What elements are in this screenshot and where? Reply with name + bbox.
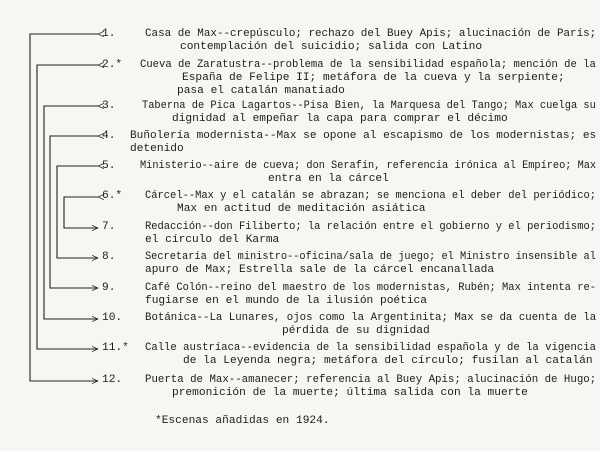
scene-text-line: Puerta de Max--amanecer; referencia al Buey Apis; alucinación de Hugo;: [145, 374, 597, 386]
scene-text-line: Casa de Max--crepúsculo; rechazo del Buey Apis; alucinación de París;: [145, 28, 597, 40]
scene-text-line: Cárcel--Max y el catalán se abrazan; se menciona el deber del periódico;: [145, 190, 597, 202]
scene-number: 2.*: [102, 59, 123, 71]
scene-text-line: premonición de la muerte; última salida con la muerte: [172, 387, 528, 399]
scene-text-line: España de Felipe II; metáfora de la cueva y la serpiente;: [182, 72, 565, 84]
scene-text-line: dignidad al empeñar la capa para comprar el décimo: [172, 113, 508, 125]
scene-number: 10.: [102, 312, 123, 324]
scene-number: 9.: [102, 282, 116, 294]
scene-text-line: Redacción--don Filiberto; la relación entre el gobierno y el periodismo;: [145, 221, 597, 233]
scene-text-line: Cueva de Zaratustra--problema de la sensibilidad española; mención de la: [140, 59, 596, 71]
bracket-5-8: [57, 166, 98, 258]
scene-text-line: contemplación del suicidio; salida con Latino: [180, 41, 483, 53]
footnote: *Escenas añadidas en 1924.: [155, 415, 330, 427]
scene-text-line: Taberna de Pica Lagartos--Pisa Bien, la Marquesa del Tango; Max cuelga su: [142, 100, 596, 112]
scene-number: 5.: [102, 160, 116, 172]
scene-text-line: apuro de Max; Estrella sale de la cárcel encanallada: [145, 264, 495, 276]
scene-text-line: Ministerio--aire de cueva; don Serafín, referencia irónica al Empíreo; Max: [140, 160, 597, 172]
scene-text-line: Calle austríaca--evidencia de la sensibilidad española y de la vigencia: [145, 342, 596, 354]
scene-number: 6.*: [102, 190, 123, 202]
scene-number: 8.: [102, 251, 116, 263]
bracket-3-10: [44, 106, 98, 319]
scene-number: 1.: [102, 28, 116, 40]
scene-text-line: Max en actitud de meditación asiática: [177, 203, 426, 215]
scene-text-line: Botánica--La Lunares, ojos como la Argentinita; Max se da cuenta de la: [145, 312, 597, 324]
scene-number: 7.: [102, 221, 116, 233]
scene-text-line: Secretaría del ministro--oficina/sala de juego; el Ministro insensible al: [145, 251, 596, 263]
scene-number: 11.*: [102, 342, 129, 354]
scene-number: 3.: [102, 100, 116, 112]
scene-text-line: pérdida de su dignidad: [282, 325, 430, 337]
scene-text-line: de la Leyenda negra; metáfora del círculo; fusilan al catalán: [183, 355, 593, 367]
bracket-6-7: [64, 197, 98, 228]
scene-text-line: Café Colón--reino del maestro de los modernistas, Rubén; Max intenta re-: [145, 282, 597, 294]
scene-text-line: entra en la cárcel: [268, 173, 389, 185]
scene-text-line: detenido: [130, 143, 184, 155]
scene-text-line: Buñolería modernista--Max se opone al escapismo de los modernistas; es: [130, 130, 597, 142]
scene-number: 12.: [102, 374, 123, 386]
scene-number: 4.: [102, 130, 116, 142]
scene-text-line: el círculo del Karma: [145, 234, 280, 246]
scene-text-line: fugiarse en el mundo de la ilusión poética: [145, 295, 427, 307]
bracket-2-11: [37, 65, 98, 349]
scene-text-line: pasa el catalán manatiado: [177, 85, 345, 97]
